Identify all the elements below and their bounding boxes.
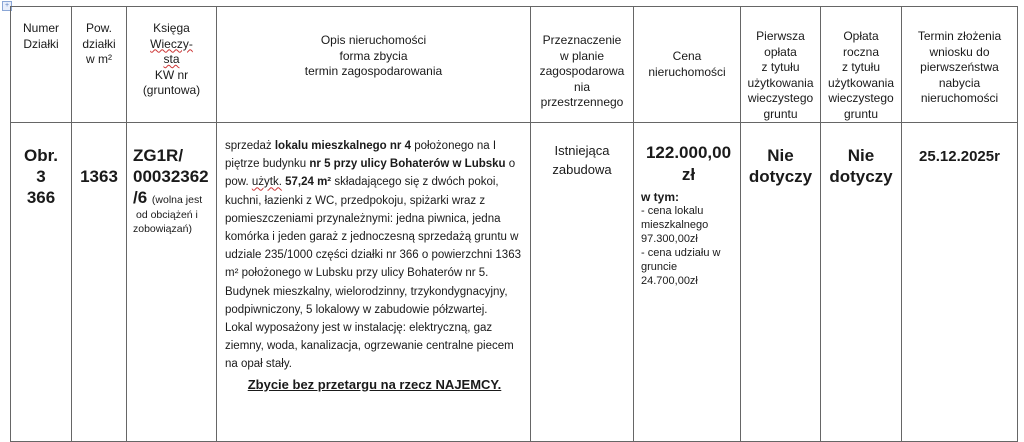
table-row <box>11 123 1018 442</box>
cell-ksiega-wieczysta: ZG1R/ 00032362 /6 (wolna jest od obciążeń i zobowiązań) <box>127 123 217 442</box>
header-przeznaczenie: Przeznaczenie w planie zagospodarowa nia przestrzennego <box>531 7 634 123</box>
header-oplata-roczna: Opłata roczna z tytułu użytkowania wieczystego gruntu <box>821 7 902 123</box>
cell-powierzchnia: 1363 <box>72 123 127 442</box>
header-row <box>11 7 1018 123</box>
header-pierwsza-oplata: Pierwsza opłata z tytułu użytkowania wieczystego gruntu <box>741 7 821 123</box>
cell-opis <box>217 123 531 442</box>
description-building: Budynek mieszkalny, wielorodzinny, trzykondygnacyjny, podpiwniczony, 5 lokalowy w zabudowie półzwartej. <box>225 285 508 316</box>
cell-numer-dzialki: Obr. 3 366 <box>11 123 72 442</box>
table-move-handle-icon[interactable]: + <box>2 1 12 11</box>
sale-form: Zbycie bez przetargu na rzecz NAJEMCY. <box>247 376 502 392</box>
description-installations: Lokal wyposażony jest w instalację: elektryczną, gaz ziemny, woda, kanalizacja, ogrzewanie centralne piecem na opał stały. <box>225 322 514 371</box>
cell-oplata-roczna: Nie dotyczy <box>821 123 902 442</box>
description-main: sprzedaż lokalu mieszkalnego nr 4 położonego na I piętrze budynku nr 5 przy ulicy Bohaterów w Lubsku o pow. użytk. 57,24 m² składającego się z dwóch pokoi, kuchni, łazienki z WC, przedpokoju, spiżarki wraz z pomieszczeniami przynależnymi: jedna piwnica, jedna komórka i jeden garaż z jednoczesną sprzedażą gruntu w udziale 235/1000 części działki nr 366 o powierzchni 1363 m² położonego w Lubsku przy ulicy Bohaterów nr 5. <box>225 140 521 280</box>
price-total: 122.000,00 <box>645 143 732 162</box>
price-currency: zł <box>681 165 696 184</box>
cell-przeznaczenie: Istniejąca zabudowa <box>531 123 634 442</box>
header-termin-wniosku: Termin złożenia wniosku do pierwszeństwa nabycia nieruchomości <box>902 7 1018 123</box>
header-opis: Opis nieruchomości forma zbycia termin zagospodarowania <box>217 7 531 123</box>
header-numer-dzialki: Numer Działki <box>11 7 72 123</box>
header-ksiega-wieczysta: Księga Wieczy- sta KW nr (gruntowa) <box>127 7 217 123</box>
header-powierzchnia: Pow. działki w m² <box>72 7 127 123</box>
header-cena: Cena nieruchomości <box>634 7 741 123</box>
cell-pierwsza-oplata: Nie dotyczy <box>741 123 821 442</box>
cell-termin-wniosku: 25.12.2025r <box>902 123 1018 442</box>
property-table <box>10 6 1018 442</box>
cell-cena: 122.000,00 zł w tym: - cena lokalu mieszkalnego 97.300,00zł - cena udziału w gruncie 24.700,00zł <box>634 123 741 442</box>
